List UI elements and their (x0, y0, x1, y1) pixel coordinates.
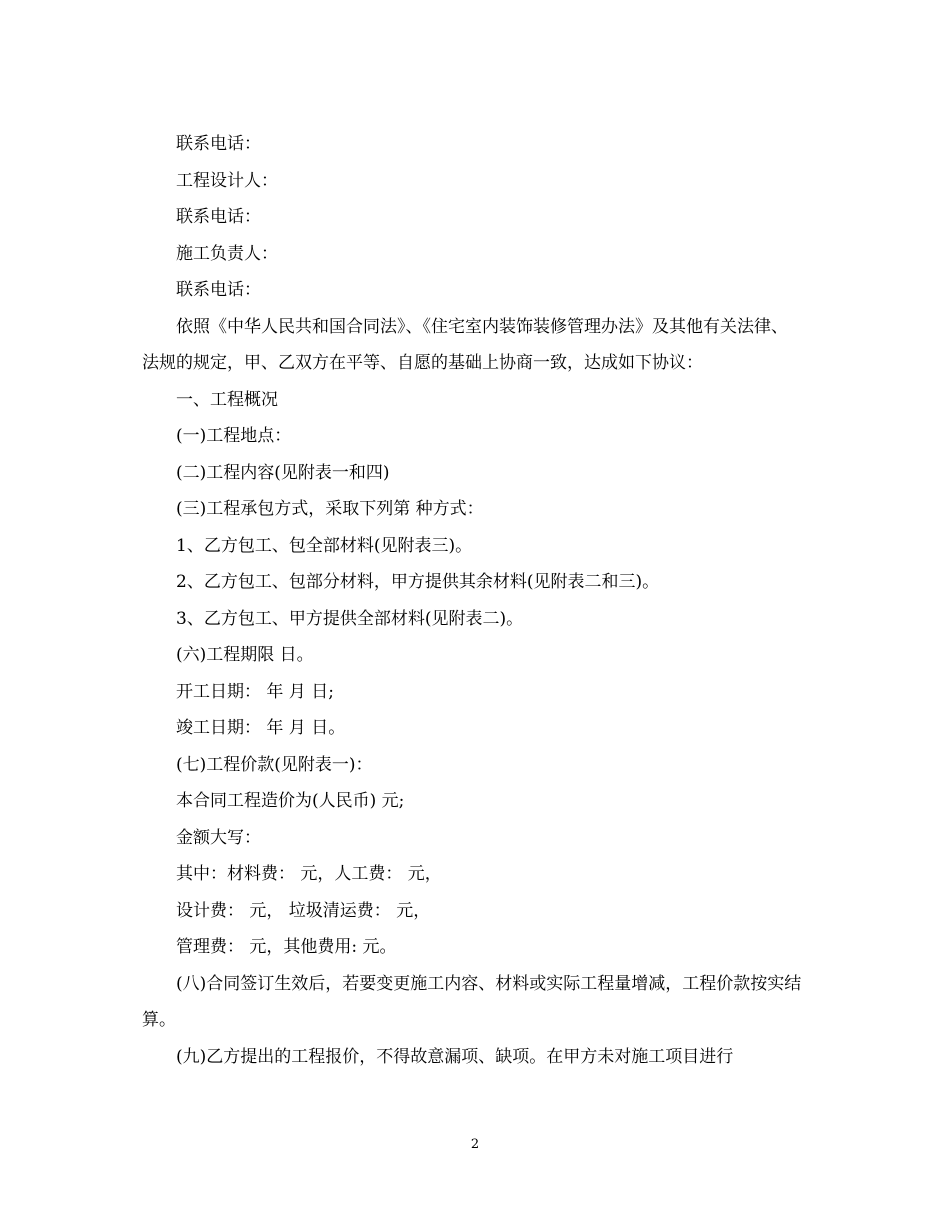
paragraph-legal-basis: 依照《中华人民共和国合同法》、《住宅室内装饰装修管理办法》及其他有关法律、法规的规定，甲、乙双方在平等、自愿的基础上协商一致，达成如下协议： (142, 316, 788, 373)
section-heading-project-overview: 一、工程概况 (176, 389, 278, 410)
paragraph-project-duration: (六)工程期限 日。 (176, 645, 314, 665)
paragraph-contact-phone-1: 联系电话： (176, 134, 261, 154)
paragraph-contact-phone-2: 联系电话： (176, 207, 261, 227)
paragraph-method-option-2: 2、乙方包工、包部分材料，甲方提供其余材料(见附表二和三)。 (176, 572, 660, 592)
paragraph-contact-phone-3: 联系电话： (176, 280, 261, 300)
document-body (142, 126, 802, 1075)
paragraph-contract-cost: 本合同工程造价为(人民币) 元; (176, 791, 405, 811)
paragraph-construction-manager: 施工负责人： (176, 243, 278, 264)
paragraph-contract-method: (三)工程承包方式，采取下列第 种方式： (176, 499, 484, 519)
paragraph-method-option-3: 3、乙方包工、甲方提供全部材料(见附表二)。 (176, 608, 524, 629)
paragraph-change-settlement: (八)合同签订生效后，若要变更施工内容、材料或实际工程量增减，工程价款按实结算。 (142, 973, 802, 1030)
paragraph-management-other-fees: 管理费： 元，其他费用: 元。 (176, 937, 397, 957)
page-number: 2 (470, 1137, 480, 1152)
paragraph-start-date: 开工日期： 年 月 日; (176, 681, 334, 702)
paragraph-completion-date: 竣工日期： 年 月 日。 (176, 718, 346, 738)
paragraph-material-labor-fees: 其中：材料费： 元，人工费： 元， (176, 864, 442, 884)
paragraph-method-option-1: 1、乙方包工、包全部材料(见附表三)。 (176, 535, 473, 556)
paragraph-project-content: (二)工程内容(见附表一和四) (176, 462, 390, 483)
paragraph-quotation-rule: (九)乙方提出的工程报价，不得故意漏项、缺项。在甲方未对施工项目进行 (176, 1046, 734, 1067)
paragraph-amount-in-words: 金额大写： (176, 827, 261, 848)
paragraph-project-price: (七)工程价款(见附表一)： (176, 754, 373, 775)
paragraph-project-location: (一)工程地点： (176, 426, 292, 446)
paragraph-project-designer: 工程设计人： (176, 170, 278, 191)
paragraph-design-waste-fees: 设计费： 元， 垃圾清运费： 元， (176, 900, 431, 921)
